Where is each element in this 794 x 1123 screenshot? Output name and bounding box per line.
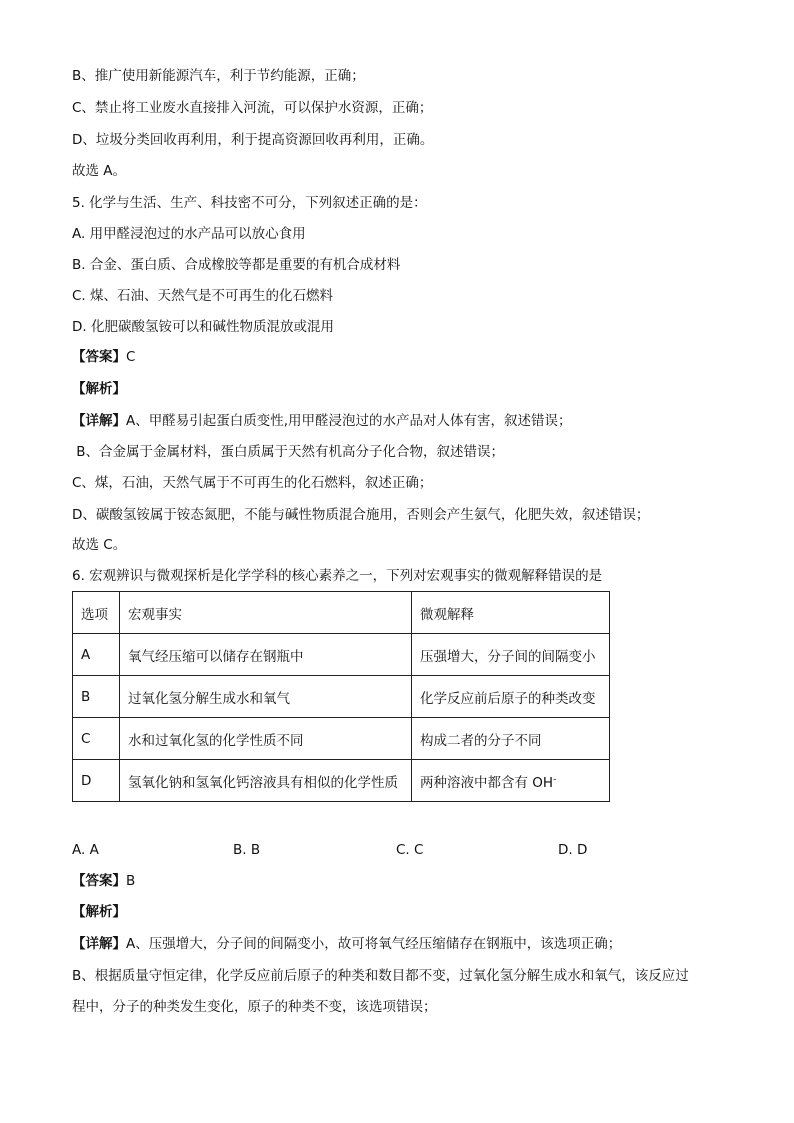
table-cell: C [73,718,120,760]
question-5-stem: 5. 化学与生活、生产、科技密不可分，下列叙述正确的是： [72,195,427,211]
table-cell [412,760,610,802]
ion-formula: 两种溶液中都含有 OH [420,774,554,791]
table-cell: 水和过氧化氢的化学性质不同 [120,718,412,760]
table-header-cell: 微观解释 [412,592,610,634]
analysis-label: 【解析】 [72,381,126,397]
table-header-cell: 选项 [73,592,120,634]
table-cell: 构成二者的分子不同 [412,718,610,760]
table-row [73,634,610,676]
question-5-option-c: C. 煤、石油、天然气是不可再生的化石燃料 [72,288,334,304]
question-5-answer [72,347,135,367]
ion-charge: - [553,774,557,784]
answer-value: C [126,349,136,365]
text-line: D、碳酸氢铵属于铵态氮肥，不能与碱性物质混合施用，否则会产生氨气，化肥失效，叙述错误； [72,507,650,523]
table-row [73,676,610,718]
question-6-analysis-label [72,902,126,922]
detail-text: A、甲醛易引起蛋白质变性,用甲醛浸泡过的水产品对人体有害，叙述错误； [126,413,572,429]
table-cell: D [73,760,120,802]
table-cell: 过氧化氢分解生成水和氧气 [120,676,412,718]
text-line: B、合金属于金属材料，蛋白质属于天然有机高分子化合物，叙述错误； [72,444,505,460]
question-6-option-d: D. D [558,842,588,858]
question-6-table [72,591,610,802]
detail-text: A、压强增大，分子间的间隔变小，故可将氧气经压缩储存在钢瓶中，该选项正确； [126,936,622,952]
table-header-cell: 宏观事实 [120,592,412,634]
answer-value: B [126,873,136,889]
question-5-option-d: D. 化肥碳酸氢铵可以和碱性物质混放或混用 [72,319,334,335]
question-5-analysis-label [72,379,126,399]
table-cell: 氢氧化钠和氢氧化钙溶液具有相似的化学性质 [120,760,412,802]
text-line: B、根据质量守恒定律，化学反应前后原子的种类和数目都不变，过氧化氢分解生成水和氧气，该反应过 [72,968,689,984]
table-row [73,718,610,760]
detail-label: 【详解】 [72,413,126,429]
question-6-answer [72,871,135,891]
table-header-row [73,592,610,634]
question-5-detail [72,411,572,431]
text-line: C、禁止将工业废水直接排入河流，可以保护水资源，正确； [72,100,433,116]
text-line: D、垃圾分类回收再利用，利于提高资源回收再利用，正确。 [72,132,434,148]
question-6-option-a: A. A [72,842,99,858]
text-line: C、煤，石油，天然气属于不可再生的化石燃料，叙述正确； [72,475,433,491]
text-line: 故选 C。 [72,537,127,553]
table-row [73,760,610,802]
text-line: B、推广使用新能源汽车，利于节约能源，正确； [72,68,365,84]
table-cell: 氧气经压缩可以储存在钢瓶中 [120,634,412,676]
analysis-label: 【解析】 [72,904,126,920]
question-5-option-b: B. 合金、蛋白质、合成橡胶等都是重要的有机合成材料 [72,257,401,273]
question-6-option-c: C. C [396,842,424,858]
answer-label: 【答案】 [72,873,126,889]
table-cell: A [73,634,120,676]
question-6-stem: 6. 宏观辨识与微观探析是化学学科的核心素养之一，下列对宏观事实的微观解释错误的是 [72,568,603,584]
question-5-option-a: A. 用甲醛浸泡过的水产品可以放心食用 [72,226,306,242]
question-6-detail [72,934,621,954]
table-cell: B [73,676,120,718]
text-line: 程中，分子的种类发生变化，原子的种类不变，该选项错误； [72,999,437,1015]
table-cell: 化学反应前后原子的种类改变 [412,676,610,718]
answer-label: 【答案】 [72,349,126,365]
table-cell: 压强增大，分子间的间隔变小 [412,634,610,676]
detail-label: 【详解】 [72,936,126,952]
text-line: 故选 A。 [72,163,127,179]
question-6-option-b: B. B [233,842,261,858]
